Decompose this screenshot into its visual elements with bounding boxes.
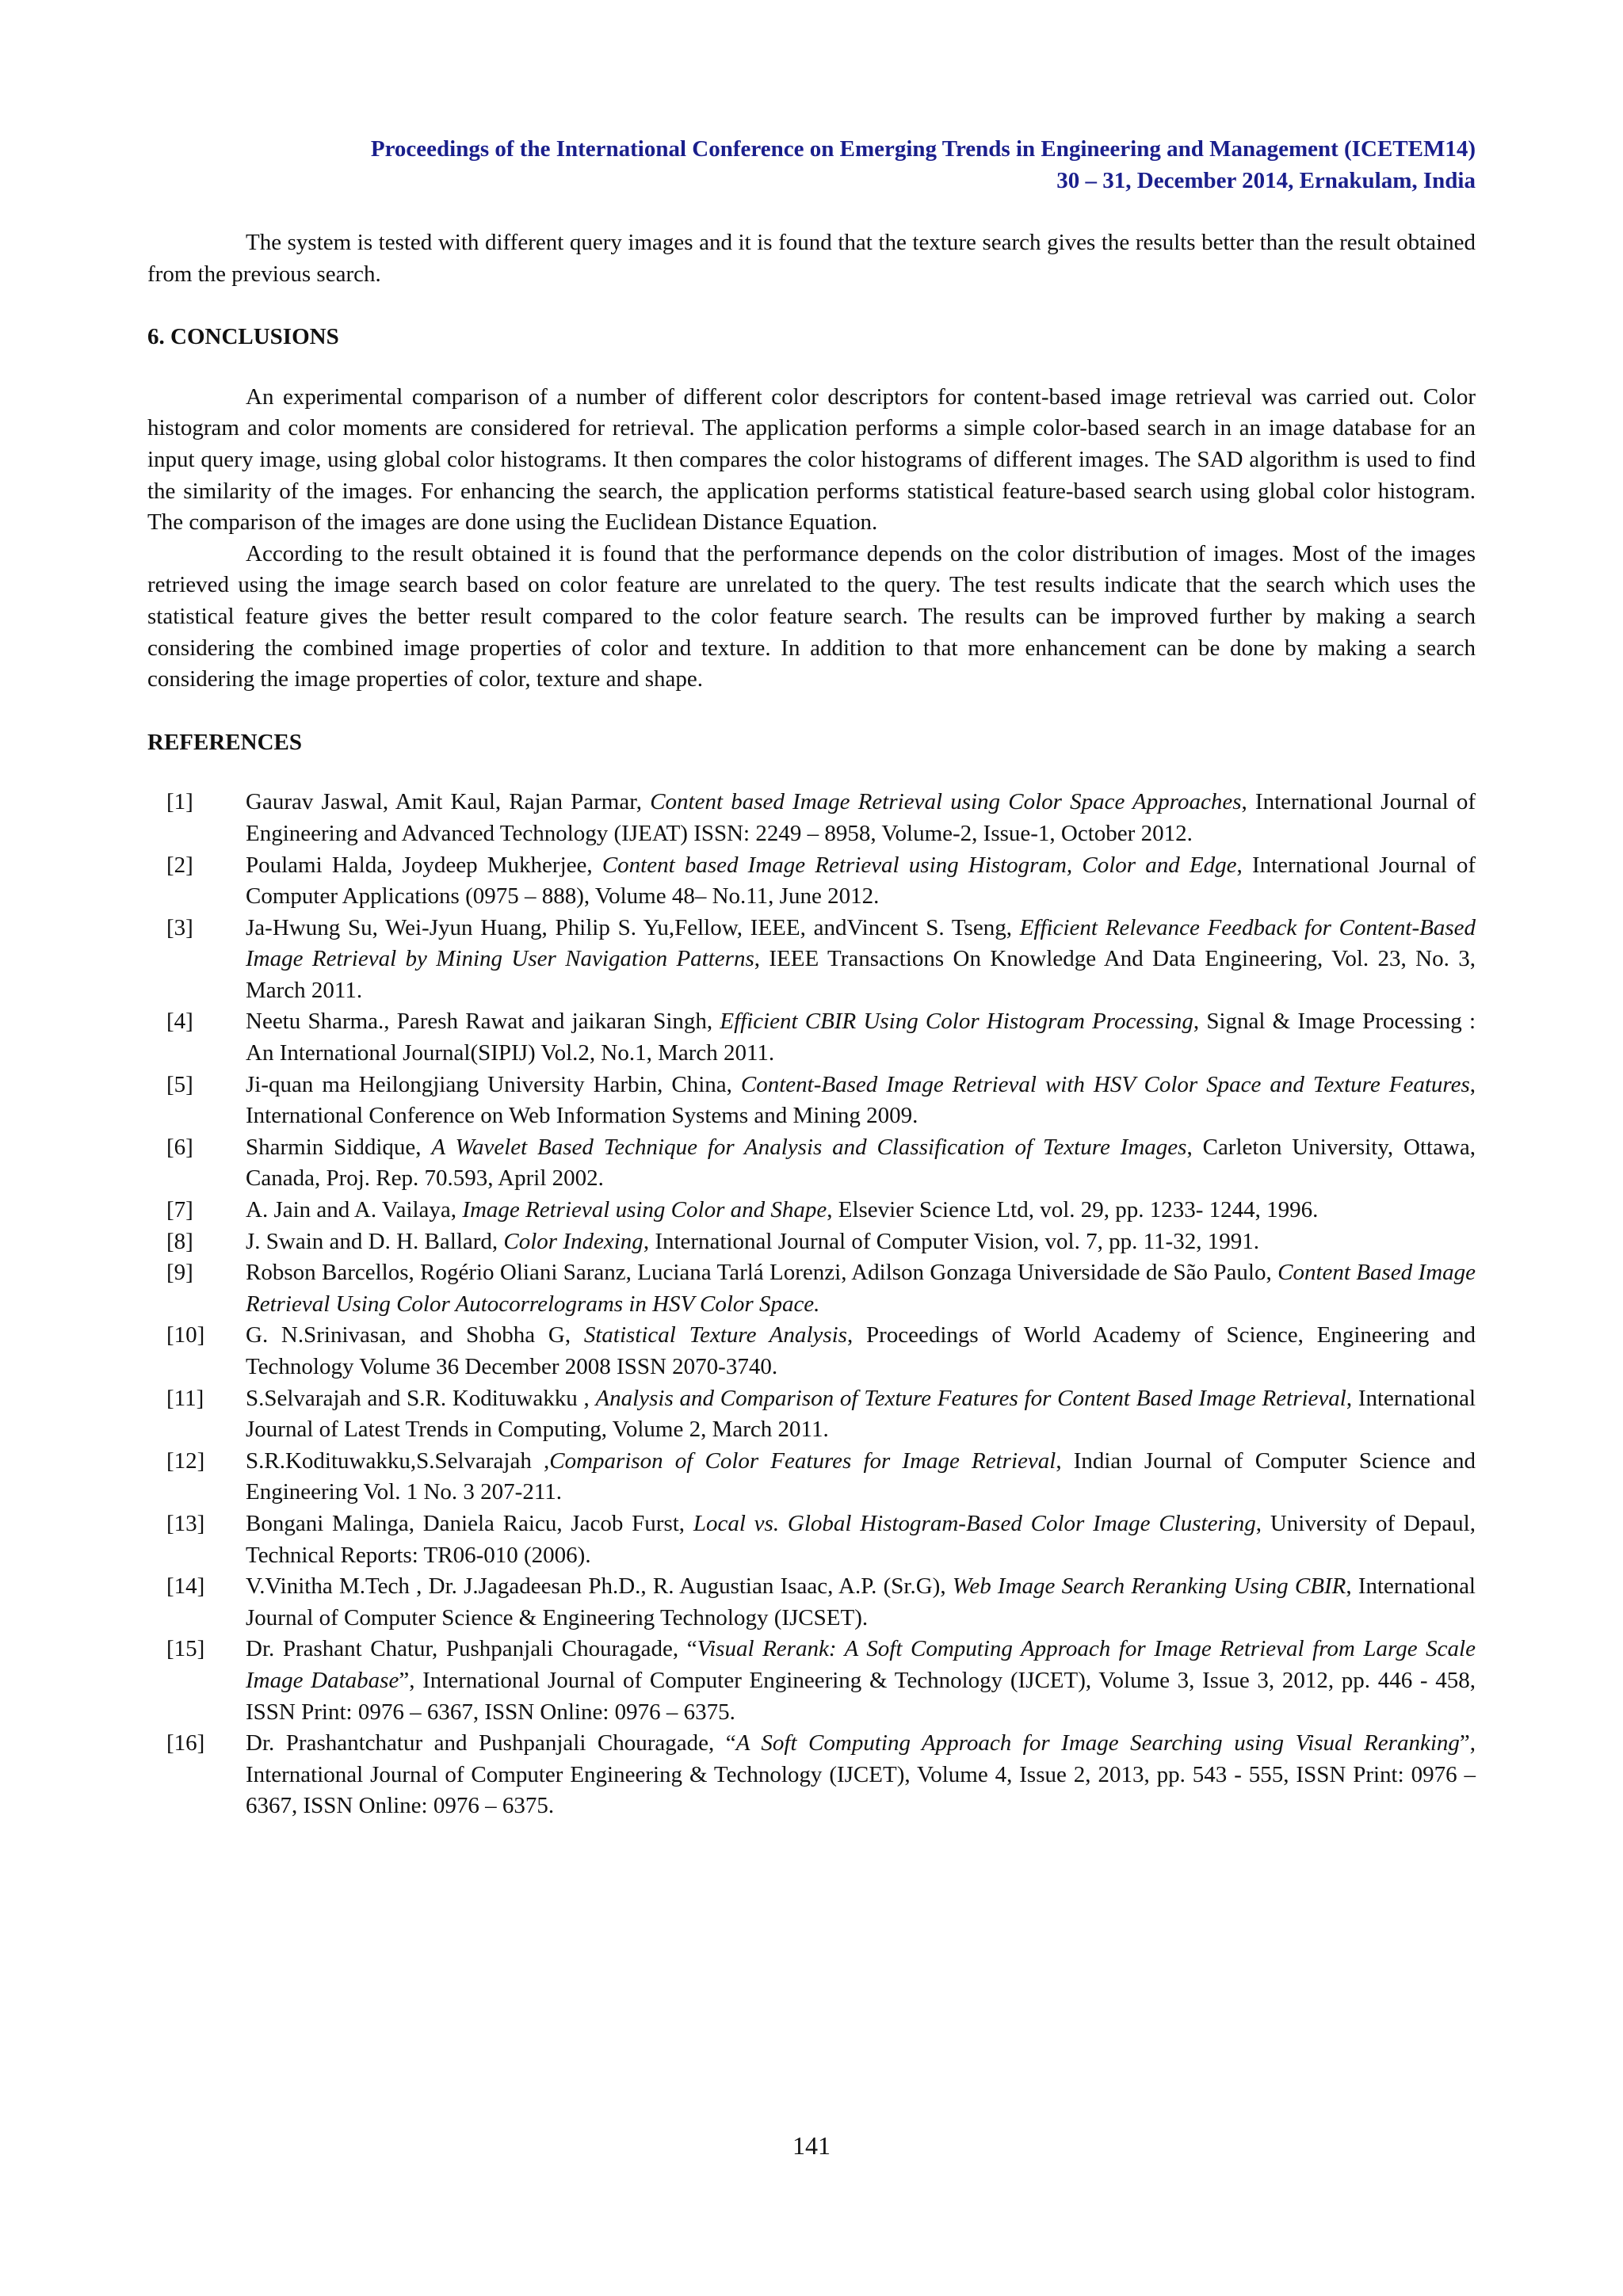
- reference-source: , International Journal of Computer Vision, vol. 7, pp. 11-32, 1991.: [643, 1228, 1259, 1254]
- reference-source: , Elsevier Science Ltd, vol. 29, pp. 1233- 1244, 1996.: [827, 1197, 1319, 1223]
- reference-text: [246, 1508, 1476, 1571]
- reference-authors: J. Swain and D. H. Ballard,: [246, 1228, 504, 1254]
- conclusions-paragraph-1: An experimental comparison of a number of different color descriptors for content-based image retrieval was carried out. Color histogram and color moments are considered for retrieval. The application performs a simple color-based search in an image database for an input query image, using global color histograms. It then compares the color histograms of different images. The SAD algorithm is used to find the similarity of the images. For enhancing the search, the application performs statistical feature-based search using global color histogram. The comparison of the images are done using the Euclidean Distance Equation.: [147, 383, 1476, 536]
- reference-authors: Sharmin Siddique,: [246, 1134, 432, 1160]
- reference-item: [147, 1383, 1476, 1446]
- reference-number: [3]: [166, 914, 193, 940]
- reference-number: [5]: [166, 1071, 193, 1097]
- reference-source: ”, International Journal of Computer Engineering & Technology (IJCET), Volume 3, Issue 3, 2012, pp. 446 - 458, ISSN Print: 0976 – 6367, ISSN Online: 0976 – 6375.: [246, 1667, 1476, 1725]
- reference-item: [147, 1132, 1476, 1195]
- header-date-location: 30 – 31, December 2014, Ernakulam, India: [1056, 168, 1476, 193]
- reference-source: ”, International Journal of Computer Engineering & Technology (IJCET), Volume 4, Issue 2, 2013, pp. 543 - 555, ISSN Print: 0976 – 6367, ISSN Online: 0976 – 6375.: [246, 1730, 1476, 1819]
- reference-title: Content Based Image Retrieval Using Color Autocorrelograms in HSV Color Space.: [246, 1260, 1476, 1317]
- reference-source: , IEEE Transactions On Knowledge And Data Engineering, Vol. 23, No. 3, March 2011.: [246, 946, 1476, 1003]
- reference-number: [16]: [166, 1730, 205, 1756]
- reference-number: [8]: [166, 1228, 193, 1254]
- reference-text: [246, 913, 1476, 1007]
- reference-text: [246, 1226, 1476, 1258]
- reference-title: A Wavelet Based Technique for Analysis and Classification of Texture Images: [431, 1134, 1187, 1160]
- reference-authors: A. Jain and A. Vailaya,: [246, 1197, 463, 1223]
- page-header: [147, 133, 1476, 196]
- reference-authors: Poulami Halda, Joydeep Mukherjee,: [246, 852, 602, 878]
- reference-number: [2]: [166, 852, 193, 878]
- reference-authors: S.R.Kodituwakku,S.Selvarajah ,: [246, 1447, 550, 1474]
- reference-item: [147, 787, 1476, 849]
- references-list: [147, 787, 1476, 1822]
- reference-item: [147, 1226, 1476, 1258]
- reference-source: , International Journal of Computer Applications (0975 – 888), Volume 48– No.11, June 2012.: [246, 852, 1476, 910]
- header-conference-title: Proceedings of the International Conference on Emerging Trends in Engineering and Management (ICETEM14): [370, 136, 1476, 162]
- reference-text: [246, 1728, 1476, 1822]
- reference-text: [246, 1383, 1476, 1446]
- reference-number: [14]: [166, 1573, 205, 1600]
- reference-authors: Robson Barcellos, Rogério Oliani Saranz, Luciana Tarlá Lorenzi, Adilson Gonzaga Universidade de São Paulo,: [246, 1260, 1278, 1286]
- reference-item: [147, 1195, 1476, 1226]
- reference-source: , International Journal of Latest Trends in Computing, Volume 2, March 2011.: [246, 1385, 1476, 1443]
- reference-source: , Signal & Image Processing : An International Journal(SIPIJ) Vol.2, No.1, March 2011.: [246, 1009, 1476, 1066]
- reference-item: [147, 1571, 1476, 1634]
- reference-number: [4]: [166, 1009, 193, 1035]
- reference-title: Content based Image Retrieval using Histogram, Color and Edge: [601, 852, 1237, 878]
- reference-title: Visual Rerank: A Soft Computing Approach for Image Retrieval from Large Scale Image Database: [246, 1636, 1476, 1693]
- reference-item: [147, 1446, 1476, 1508]
- reference-source: , International Conference on Web Information Systems and Mining 2009.: [246, 1071, 1476, 1129]
- reference-item: [147, 1070, 1476, 1132]
- reference-text: [246, 1257, 1476, 1320]
- reference-number: [11]: [166, 1385, 204, 1411]
- reference-title: Comparison of Color Features for Image Retrieval: [549, 1447, 1056, 1474]
- reference-number: [10]: [166, 1322, 205, 1348]
- reference-authors: V.Vinitha M.Tech , Dr. J.Jagadeesan Ph.D., R. Augustian Isaac, A.P. (Sr.G),: [246, 1573, 953, 1600]
- reference-title: Analysis and Comparison of Texture Features for Content Based Image Retrieval: [595, 1385, 1346, 1411]
- reference-number: [1]: [166, 789, 193, 815]
- reference-item: [147, 850, 1476, 913]
- reference-title: Efficient Relevance Feedback for Content-Based Image Retrieval by Mining User Navigation Patterns: [246, 914, 1476, 972]
- reference-text: [246, 1634, 1476, 1728]
- reference-item: [147, 1320, 1476, 1383]
- reference-item: [147, 1508, 1476, 1571]
- reference-title: Local vs. Global Histogram-Based Color Image Clustering: [693, 1510, 1256, 1536]
- reference-text: [246, 1320, 1476, 1383]
- reference-item: [147, 1006, 1476, 1069]
- references-heading: REFERENCES: [147, 729, 302, 755]
- reference-text: [246, 1571, 1476, 1634]
- reference-title: Image Retrieval using Color and Shape: [462, 1197, 827, 1223]
- reference-number: [13]: [166, 1510, 205, 1536]
- reference-title: Content based Image Retrieval using Color Space Approaches: [650, 789, 1242, 815]
- reference-title: Content-Based Image Retrieval with HSV Color Space and Texture Features: [740, 1071, 1470, 1097]
- reference-title: Web Image Search Reranking Using CBIR: [952, 1573, 1346, 1600]
- reference-source: , International Journal of Engineering and Advanced Technology (IJEAT) ISSN: 2249 – 8958, Volume-2, Issue-1, October 2012.: [246, 789, 1476, 846]
- reference-source: , Carleton University, Ottawa, Canada, Proj. Rep. 70.593, April 2002.: [246, 1134, 1476, 1192]
- reference-title: Color Indexing: [503, 1228, 643, 1254]
- reference-authors: G. N.Srinivasan, and Shobha G,: [246, 1322, 584, 1348]
- reference-number: [9]: [166, 1260, 193, 1286]
- conclusions-paragraph-2: According to the result obtained it is found that the performance depends on the color distribution of images. Most of the images retrieved using the image search based on color feature are unrelated to the query. The test results indicate that the search which uses the statistical feature gives the better result compared to the color feature search. The results can be improved further by making a search considering the combined image properties of color and texture. In addition to that more enhancement can be done by making a search considering the image properties of color, texture and shape.: [147, 540, 1476, 692]
- reference-text: [246, 1446, 1476, 1508]
- conclusions-heading: 6. CONCLUSIONS: [147, 324, 339, 350]
- reference-authors: Ja-Hwung Su, Wei-Jyun Huang, Philip S. Yu,Fellow, IEEE, andVincent S. Tseng,: [246, 914, 1020, 940]
- page-content: [147, 227, 1476, 1822]
- reference-item: [147, 1257, 1476, 1320]
- reference-authors: Dr. Prashantchatur and Pushpanjali Chouragade, “: [246, 1730, 736, 1756]
- reference-title: A Soft Computing Approach for Image Searching using Visual Reranking: [735, 1730, 1460, 1756]
- reference-authors: Dr. Prashant Chatur, Pushpanjali Chouragade, “: [246, 1636, 697, 1662]
- reference-text: [246, 1006, 1476, 1069]
- intro-paragraph: The system is tested with different query images and it is found that the texture search gives the results better than the result obtained from the previous search.: [147, 230, 1476, 287]
- reference-text: [246, 1070, 1476, 1132]
- reference-authors: Ji-quan ma Heilongjiang University Harbin, China,: [246, 1071, 741, 1097]
- reference-text: [246, 787, 1476, 849]
- reference-number: [12]: [166, 1447, 205, 1474]
- reference-item: [147, 1634, 1476, 1728]
- reference-title: Statistical Texture Analysis: [583, 1322, 847, 1348]
- reference-text: [246, 850, 1476, 913]
- reference-number: [7]: [166, 1197, 193, 1223]
- reference-item: [147, 1728, 1476, 1822]
- reference-source: , Indian Journal of Computer Science and Engineering Vol. 1 No. 3 207-211.: [246, 1447, 1476, 1505]
- reference-authors: S.Selvarajah and S.R. Kodituwakku ,: [246, 1385, 596, 1411]
- reference-source: , International Journal of Computer Science & Engineering Technology (IJCSET).: [246, 1573, 1476, 1630]
- reference-authors: Bongani Malinga, Daniela Raicu, Jacob Furst,: [246, 1510, 693, 1536]
- reference-text: [246, 1195, 1476, 1226]
- reference-title: Efficient CBIR Using Color Histogram Processing: [720, 1009, 1193, 1035]
- reference-source: , Proceedings of World Academy of Science, Engineering and Technology Volume 36 December 2008 ISSN 2070-3740.: [246, 1322, 1476, 1379]
- page-number: 141: [792, 2131, 831, 2160]
- reference-number: [15]: [166, 1636, 205, 1662]
- reference-authors: Gaurav Jaswal, Amit Kaul, Rajan Parmar,: [246, 789, 651, 815]
- reference-number: [6]: [166, 1134, 193, 1160]
- reference-item: [147, 913, 1476, 1007]
- reference-text: [246, 1132, 1476, 1195]
- reference-source: , University of Depaul, Technical Reports: TR06-010 (2006).: [246, 1510, 1476, 1568]
- reference-authors: Neetu Sharma., Paresh Rawat and jaikaran Singh,: [246, 1009, 720, 1035]
